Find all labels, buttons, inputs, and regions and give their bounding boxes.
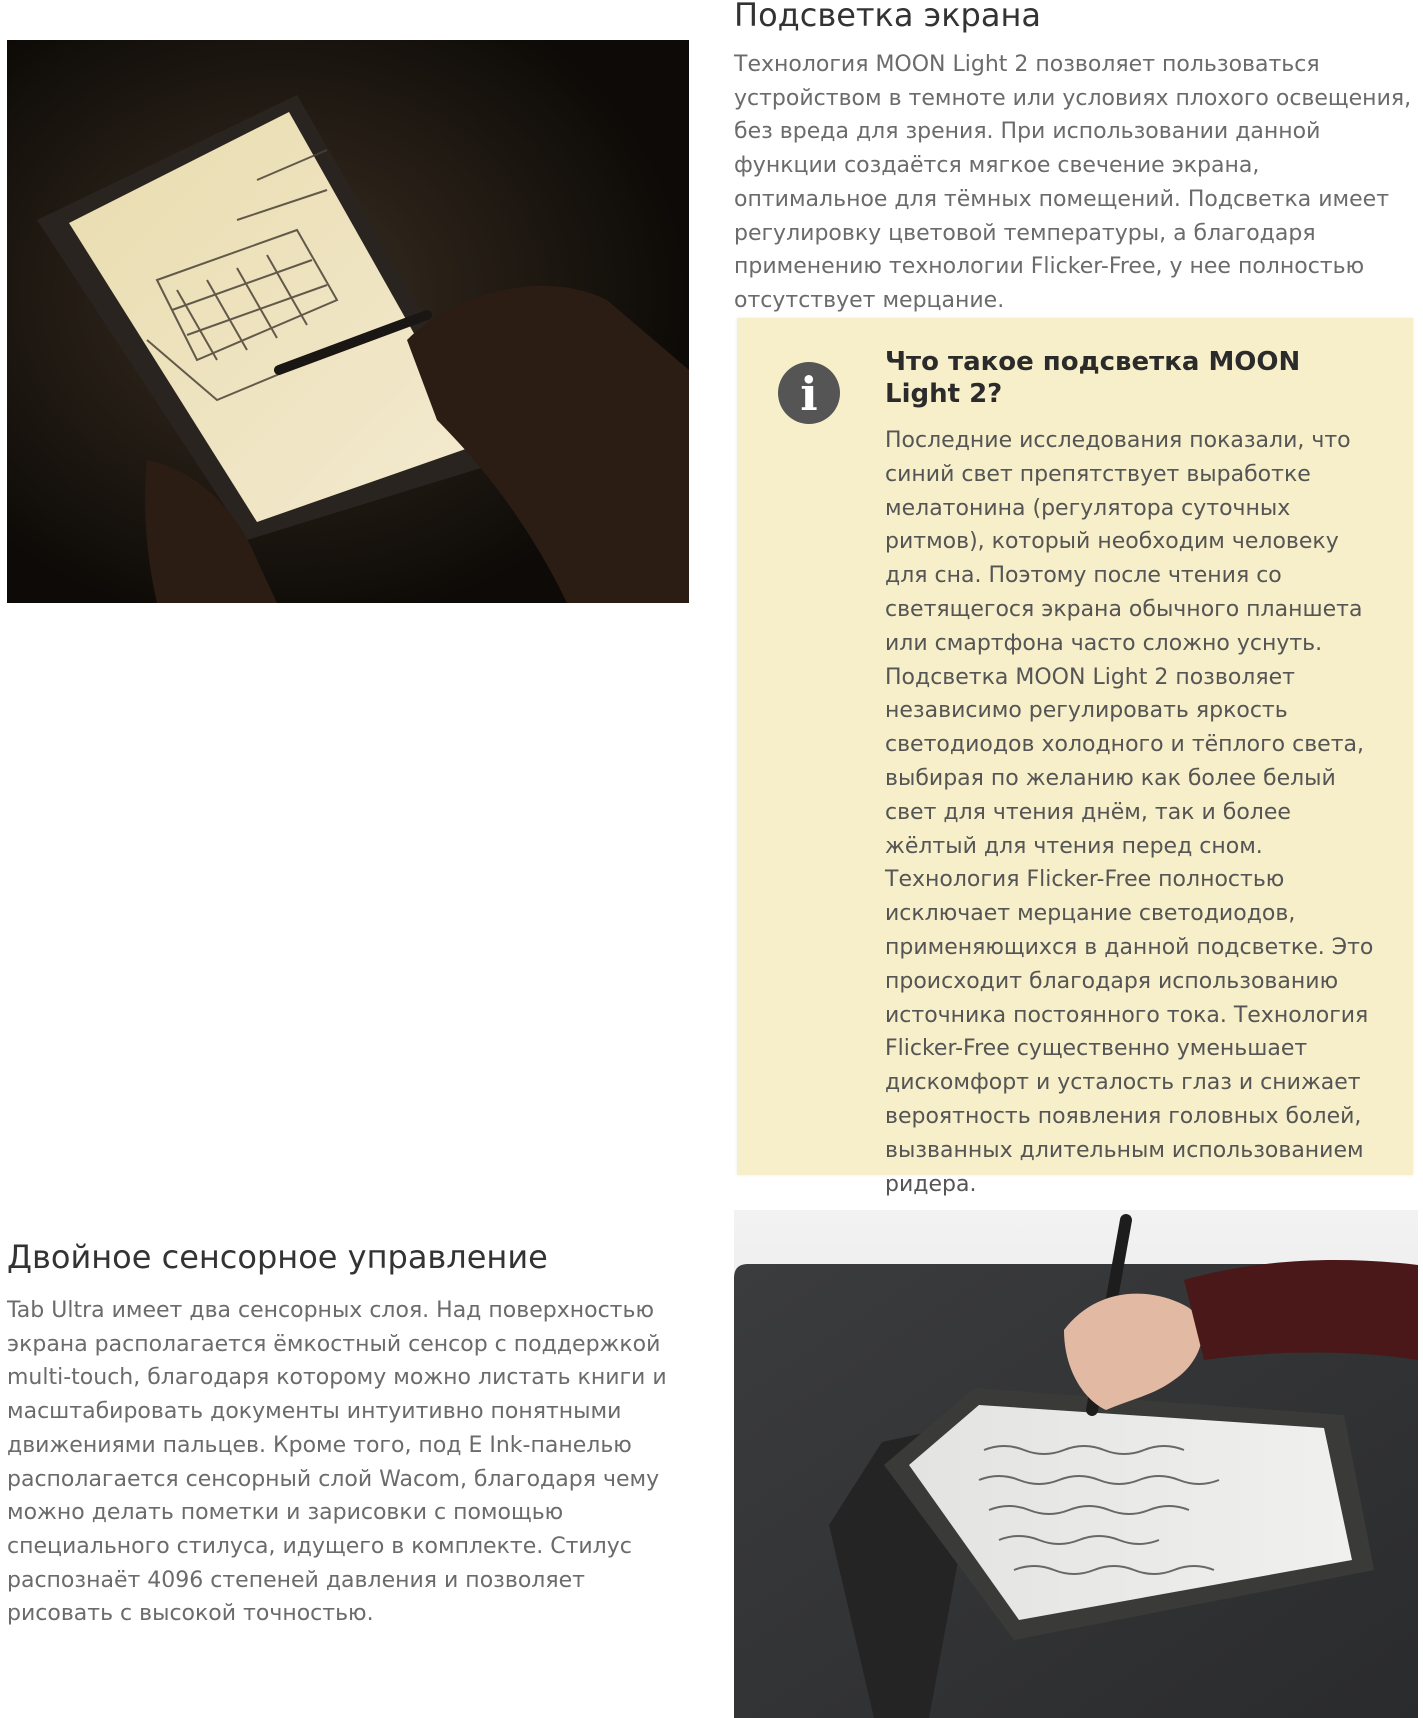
info-box-title: Что такое подсветка MOON Light 2?	[885, 347, 1301, 409]
info-icon: i	[778, 362, 840, 424]
info-box-text: Последние исследования показали, что синий свет препятствует выработке мелатонина (регулятора суточных ритмов), который необходим человеку для сна. Поэтому после чтения со светящегося экрана обычного планшета или смартфона часто сложно уснуть. Подсветка MOON Light 2 позволяет независимо регулировать яркость светодиодов холодного и тёплого света, выбирая по желанию как более белый свет для чтения днём, так и более жёлтый для чтения перед сном. Технология Flicker-Free полностью исключает мерцание светодиодов, применяющихся в данной подсветке. Это происходит благодаря использованию источника постоянного тока. Технология Flicker-Free существенно уменьшает дискомфорт и усталость глаз и снижает вероятность появления головных болей, вызванных длительным использованием ридера.	[885, 428, 1374, 1197]
touch-heading: Двойное сенсорное управление	[7, 1238, 548, 1276]
touch-photo	[734, 1210, 1418, 1718]
touch-description: Tab Ultra имеет два сенсорных слоя. Над поверхностью экрана располагается ёмкостный сенсор с поддержкой multi-touch, благодаря которому можно листать книги и масштабировать документы интуитивно понятными движениями пальцев. Кроме того, под E Ink-панелью располагается сенсорный слой Wacom, благодаря чему можно делать пометки и зарисовки с помощью специального стилуса, идущего в комплекте. Стилус распознаёт 4096 степеней давления и позволяет рисовать с высокой точностью.	[7, 1298, 667, 1627]
backlight-heading: Подсветка экрана	[734, 0, 1041, 34]
info-box	[737, 318, 1413, 1197]
backlight-photo	[7, 40, 689, 603]
backlight-description: Технология MOON Light 2 позволяет пользоваться устройством в темноте или условиях плохого освещения, без вреда для зрения. При использовании данной функции создаётся мягкое свечение экрана, оптимальное для тёмных помещений. Подсветка имеет регулировку цветовой температуры, а благодаря применению технологии Flicker-Free, у нее полностью отсутствует мерцание.	[734, 52, 1412, 313]
tablet-dark-sketch-photo	[7, 40, 689, 603]
tablet-stylus-felt-photo	[734, 1210, 1418, 1718]
